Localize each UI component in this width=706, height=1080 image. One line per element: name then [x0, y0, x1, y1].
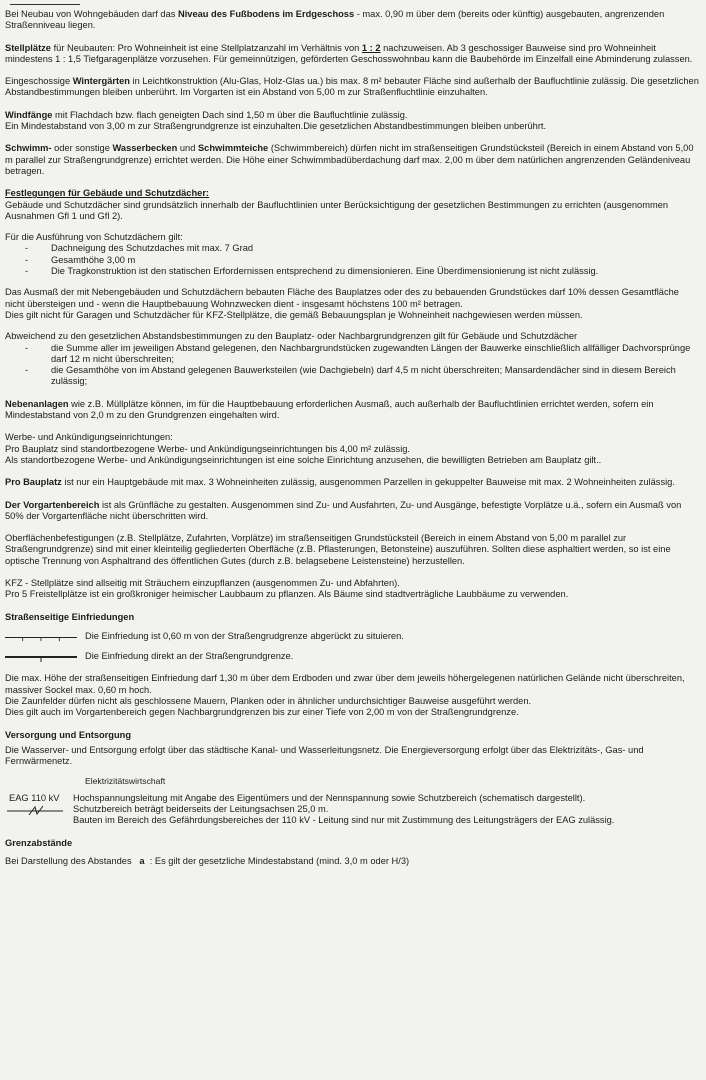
list-item: - Dachneigung des Schutzdaches mit max. 7 Grad — [25, 243, 700, 254]
vorgarten-text: ist als Grünfläche zu gestalten. Ausgenommen sind Zu- und Ausfahrten, Zu- und Ausgänge, befestigte Vorplätze u.ä., sofern ein Ausmaß von 50% der Vorgartenfläche nicht überschritten wird. — [5, 499, 682, 521]
high-voltage-line-icon — [5, 804, 65, 818]
festlegungen-heading: Festlegungen für Gebäude und Schutzdächer: — [5, 188, 210, 199]
schwimm-text-1: oder sonstige — [51, 143, 113, 154]
bauplatz-text: ist nur ein Hauptgebäude mit max. 3 Wohneinheiten zulässig, ausgenommen Parzellen in gekuppelter Bauweise mit max. 2 Wohneinheiten zulässig. — [61, 477, 675, 488]
windfaenge-text-1: mit Flachdach bzw. flach geneigten Dach sind 1,50 m über die Baufluchtlinie zulässig. — [52, 109, 408, 120]
werbe-l3: Als standortbezogene Werbe- und Ankündigungseinrichtungen ist eine solche Einrichtung anzusehen, die bewilligten Betrieben am Bauplatz gilt.. — [5, 454, 602, 465]
intro-text-a: Bei Neubau von Wohngebäuden darf das — [5, 9, 178, 19]
eag-line-3: Bauten im Bereich des Gefährdungsbereiches der 110 kV - Leitung sind nur mit Zustimmung des Leitungsträgers der EAG zulässig. — [73, 815, 615, 826]
legend-row-direct — [5, 651, 700, 662]
werbe-l2: Pro Bauplatz sind standortbezogene Werbe- und Ankündigungseinrichtungen bis 4,00 m² zulässig. — [5, 443, 411, 454]
eag-text-block — [73, 793, 614, 827]
schwimm-lead-1: Schwimm- — [5, 143, 52, 154]
einfriedungen-p2: Die Zaunfelder dürfen nicht als geschlossene Mauern, Planken oder in ähnlicher undurchsichtiger Bauweise ausgeführt werden. — [5, 696, 532, 707]
eag-legend — [5, 793, 700, 827]
stellplaetze-text-1: für Neubauten: Pro Wohneinheit ist eine Stellplatzanzahl im Verhältnis von — [50, 42, 362, 53]
einfriedungen-heading: Straßenseitige Einfriedungen — [5, 611, 135, 622]
grenzabstaende-text — [5, 856, 700, 867]
schwimm-lead-3: Schwimmteiche — [197, 143, 269, 154]
festlegungen-p4: Dies gilt nicht für Garagen und Schutzdächer für KFZ-Stellplätze, die gemäß Bebauungsplan je Wohneinheit nachgewiesen werden müssen. — [5, 309, 583, 320]
windfaenge-text-2: Ein Mindestabstand von 3,00 m zur Straßengrundgrenze ist einzuhalten.Die gesetzlichen Abstandbestimmungen bleiben unberührt. — [5, 121, 547, 132]
eag-symbol — [5, 793, 73, 827]
schwimm-text-3: (Schwimmbereich) dürfen nicht im straßenseitigen Grundstücksteil (Bereich in einem Abstand von 5,00 m parallel zur Straßengrundgrenze) errichtet werden. Die Höhe einer Schwimmbadüberdachung darf max. 2,00 m über dem natürlichen angrenzenden Geländeniveau betragen. — [5, 143, 694, 176]
wintergaerten-paragraph — [5, 76, 700, 99]
stellplaetze-text-2: nachzuweisen. Ab 3 geschossiger Bauweise sind pro Wohneinheit mindestens 1 : 1,5 Tiefgaragenplätze vorzusehen. Für gemeinnützigen, geförderten Geschosswohnbau kann die Baubehörde im Einzelfall eine Abminderung zulassen. — [5, 42, 693, 64]
oberflaechen-paragraph: Oberflächenbefestigungen (z.B. Stellplätze, Zufahrten, Vorplätze) im straßenseitigen Grundstücksteil (Bereich in einem Abstand von 5,00 m parallel zur Straßengrundgrenze) sind mit einer kleinteilig gegliederten Oberfläche (z.B. Pflasterungen, Betonsteine) auszuführen. Sollten diese asphaltiert werden, so ist eine optische Trennung von Asphaltrand des öffentlichen Gutes (durch z.B. belagsebene Leistensteine) herzustellen. — [5, 533, 671, 566]
legend-direct-text: Die Einfriedung direkt an der Straßengrundgrenze. — [85, 651, 294, 662]
wintergaerten-text-2: in Leichtkonstruktion (Alu-Glas, Holz-Glas ua.) bis max. 8 m² bebauter Fläche sind außerhalb der Baufluchtlinie zulässig. Die gesetzlichen Abstandbestimmungen bleiben unberührt. Im Vorgarten ist ein Abstand von 5,00 m zur Straßenfluchtlinie einzuhalten. — [5, 76, 699, 98]
grenzabstaende-text-2: : Es gilt der gesetzliche Mindestabstand (mind. 3,0 m oder H/3) — [144, 856, 410, 867]
wintergaerten-text-1: Eingeschossige — [5, 76, 73, 87]
grenzabstaende-heading: Grenzabstände — [5, 837, 73, 848]
nebenanlagen-lead: Nebenanlagen — [5, 398, 69, 409]
einfriedungen-p3: Dies gilt auch im Vorgartenbereich gegen Nachbargrundgrenzen bis zur einer Tiefe von 2,00 m von der Straßengrundgrenze. — [5, 707, 519, 718]
versorgung-heading: Versorgung und Entsorgung — [5, 729, 132, 740]
schutzdach-list — [5, 243, 700, 277]
list-item: - Gesamthöhe 3,00 m — [25, 255, 700, 266]
schwimm-lead-2: Wasserbecken — [112, 143, 178, 154]
intro-paragraph — [5, 9, 700, 32]
werbe-l1: Werbe- und Ankündigungseinrichtungen: — [5, 432, 173, 443]
stellplaetze-ratio: 1 : 2 — [361, 42, 381, 53]
windfaenge-lead: Windfänge — [5, 109, 53, 120]
list-item: - die Summe aller im jeweiligen Abstand gelegenen, den Nachbargrundstücken zugewandten Längen der Bauwerke einschließlich allfälliger Dachvorsprünge darf 12 m nicht überschreiten; — [25, 343, 700, 366]
wintergaerten-lead: Wintergärten — [72, 76, 130, 87]
bauplatz-paragraph — [5, 477, 700, 488]
vorgarten-paragraph — [5, 500, 700, 523]
intro-text-c: - max. 0,90 m über dem (bereits oder künftig) ausgebauten, angrenzenden Straßenniveau liegen. — [5, 9, 665, 31]
einfriedungen-p1: Die max. Höhe der straßenseitigen Einfriedung darf 1,30 m über dem Erdboden und zwar über dem jeweils höhergelegenen natürlichen Gelände nicht überschreiten, massiver Sockel max. 0,60 m hoch. — [5, 673, 685, 695]
festlegungen-p3: Das Ausmaß der mit Nebengebäuden und Schutzdächern bebauten Fläche des Bauplatzes oder des zu bebauenden Grundstückes darf 10% dessen Gesamtfläche nicht übersteigen und - wenn die Hauptbebauung Wohnzwecken dient - insgesamt höchstens 100 m² betragen. — [5, 287, 679, 309]
list-item: - die Gesamthöhe von im Abstand gelegenen Bauwerksteilen (wie Dachgiebeln) darf 4,5 m nicht überschreiten; Mansardendächer sind in diesem Bereich zulässig; — [25, 365, 700, 388]
distance-symbol: a — [139, 856, 145, 867]
eag-line-2: Schutzbereich beträgt beiderseits der Leitungsachsen 25,0 m. — [73, 804, 329, 815]
windfaenge-paragraph — [5, 110, 700, 133]
schwimm-paragraph — [5, 143, 700, 177]
festlegungen-p1: Gebäude und Schutzdächer sind grundsätzlich innerhalb der Baufluchtlinien unter Berücksichtigung der gesetzlichen Bestimmungen zu errichten (ausgenommen Ausnahmen Gfl 1 und Gfl 2). — [5, 199, 669, 221]
kfz-l2: Pro 5 Freistellplätze ist ein großkroniger heimischer Laubbaum zu pflanzen. Als Bäume sind stadtverträgliche Laubbäume zu verwenden. — [5, 589, 569, 600]
abstand-list — [5, 343, 700, 388]
fence-direct-symbol — [5, 652, 77, 662]
legend-offset-text: Die Einfriedung ist 0,60 m von der Straßengrudgrenze abgerückt zu situieren. — [85, 630, 404, 641]
eag-line-1: Hochspannungsleitung mit Angabe des Eigentümers und der Nennspannung sowie Schutzbereich (schematisch dargestellt). — [73, 792, 586, 803]
stellplaetze-paragraph — [5, 43, 700, 66]
list-item: - Die Tragkonstruktion ist den statischen Erfordernissen entsprechend zu dimensionieren. Eine Überdimensionierung ist nicht zulässig. — [25, 266, 700, 277]
vorgarten-lead: Der Vorgartenbereich — [5, 499, 100, 510]
legend-row-offset — [5, 631, 700, 642]
eag-label: EAG 110 kV — [9, 792, 60, 803]
top-heading-rule — [10, 0, 80, 5]
stellplaetze-lead: Stellplätze — [5, 42, 51, 53]
kfz-l1: KFZ - Stellplätze sind allseitig mit Sträuchern einzupflanzen (ausgenommen Zu- und Abfahrten). — [5, 577, 400, 588]
elektrizitaet-subheading: Elektrizitätswirtschaft — [85, 775, 166, 786]
festlegungen-p5: Abweichend zu den gesetzlichen Abstandsbestimmungen zu den Bauplatz- oder Nachbargrundgrenzen gilt für Gebäude und Schutzdächer — [5, 331, 578, 342]
nebenanlagen-text: wie z.B. Müllplätze können, im für die Hauptbebauung erforderlichen Ausmaß, auch außerhalb der Baufluchtlinien errichtet werden, sofern ein Mindestabstand von 2,0 m zu den Grundgrenzen eingehalten wird. — [5, 398, 654, 421]
nebenanlagen-paragraph — [5, 399, 700, 422]
bauplatz-lead: Pro Bauplatz — [5, 477, 62, 488]
schwimm-text-2: und — [177, 143, 198, 154]
grenzabstaende-text-1: Bei Darstellung des Abstandes — [5, 856, 140, 867]
intro-bold: Niveau des Fußbodens im Erdgeschoss — [177, 9, 355, 19]
festlegungen-p2: Für die Ausführung von Schutzdächern gilt: — [5, 232, 183, 243]
versorgung-p1: Die Wasserver- und Entsorgung erfolgt über das städtische Kanal- und Wasserleitungsnetz. Die Energieversorgung erfolgt über das Elektrizitäts-, Gas- und Fernwärmenetz. — [5, 744, 644, 767]
fence-offset-symbol — [5, 632, 77, 642]
